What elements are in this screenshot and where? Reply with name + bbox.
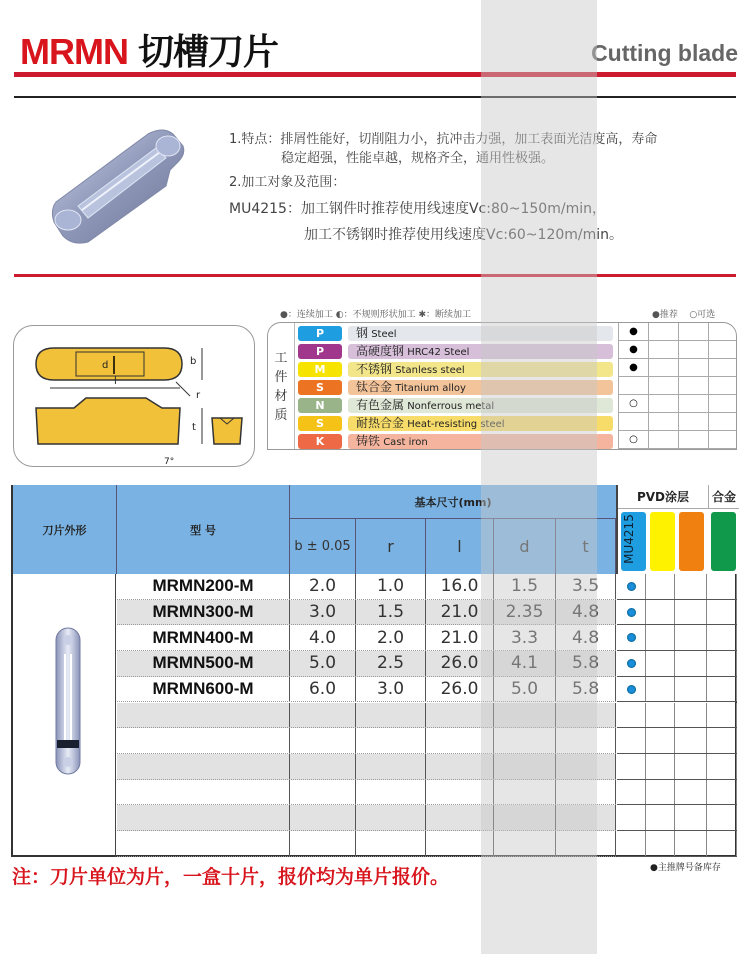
- material-name: [348, 362, 613, 377]
- material-code-badge: N: [298, 398, 342, 413]
- material-suitability-grid: [618, 323, 737, 450]
- cell-model: [117, 831, 290, 856]
- cell-t: [556, 754, 616, 779]
- legend-irregular: ◐：不规则形状加工: [335, 310, 416, 320]
- cell-d: [494, 728, 556, 753]
- grade-row: [617, 600, 737, 626]
- material-name-en: Steel: [371, 328, 397, 340]
- grade-cell: [675, 677, 707, 702]
- grade-cell: [617, 703, 646, 728]
- grade-row: [617, 625, 737, 651]
- suitability-cell: [648, 323, 678, 341]
- cell-r: 2.0: [356, 625, 426, 650]
- grade-cell: [707, 831, 737, 856]
- cell-r: [356, 703, 426, 728]
- cell-b: 6.0: [290, 677, 356, 702]
- header-shape: 刀片外形: [13, 485, 117, 574]
- grade-cell: [617, 805, 646, 830]
- table-row: [117, 728, 616, 754]
- suitability-mark: ○: [618, 431, 648, 449]
- cell-model: [117, 703, 290, 728]
- cell-model: MRMN300-M: [117, 600, 290, 625]
- material-code-badge: K: [298, 434, 342, 449]
- cell-t: [556, 831, 616, 856]
- cell-r: [356, 831, 426, 856]
- grade-cell: [675, 600, 707, 625]
- grade-cell: [646, 574, 675, 599]
- workpiece-material-label: [268, 323, 295, 450]
- material-code-badge: P: [298, 326, 342, 341]
- material-name-cn: 有色金属: [356, 397, 405, 412]
- table-row: [117, 703, 616, 729]
- grade-cell: [675, 574, 707, 599]
- stock-dot-icon: [627, 633, 636, 642]
- material-name-en: Heat-resisting steel: [407, 418, 505, 430]
- cell-t: 3.5: [556, 574, 616, 599]
- cell-model: [117, 780, 290, 805]
- cell-t: 4.8: [556, 625, 616, 650]
- header-red-rule: [14, 72, 736, 77]
- suitability-cell: [648, 359, 678, 377]
- material-row: [298, 415, 613, 431]
- grade-cell: [707, 625, 737, 650]
- material-name-en: Nonferrous metal: [407, 400, 495, 412]
- cell-b: 4.0: [290, 625, 356, 650]
- grade-chip-mu4215: [621, 512, 646, 571]
- grade-cell: [646, 651, 675, 676]
- grade-cell: [707, 805, 737, 830]
- material-name-cn: 耐热合金: [356, 415, 405, 430]
- cell-b: 5.0: [290, 651, 356, 676]
- material-name-cn: 高硬度钢: [356, 343, 405, 358]
- cell-model: MRMN400-M: [117, 625, 290, 650]
- grade-cell: [617, 831, 646, 856]
- table-row: [117, 677, 616, 703]
- label-char: 材: [274, 389, 288, 404]
- grade-chip-green: [711, 512, 736, 571]
- material-row: [298, 325, 613, 341]
- material-row: [298, 361, 613, 377]
- header-dim-3: d: [494, 519, 556, 574]
- material-name: [348, 380, 613, 395]
- grade-cell: [617, 728, 646, 753]
- dim-label-l: l: [114, 376, 117, 387]
- cell-l: 26.0: [426, 677, 494, 702]
- cell-r: [356, 780, 426, 805]
- cell-r: 3.0: [356, 677, 426, 702]
- material-code-badge: P: [298, 344, 342, 359]
- suitability-cell: [708, 431, 737, 449]
- spec-table-header: [13, 485, 616, 574]
- cell-t: 5.8: [556, 651, 616, 676]
- suitability-cell: [678, 413, 708, 431]
- label-char: 质: [274, 408, 288, 423]
- cell-d: [494, 805, 556, 830]
- grade-row: [617, 780, 737, 806]
- grade-cell: [617, 651, 646, 676]
- cell-d: [494, 780, 556, 805]
- table-row: [117, 805, 616, 831]
- material-code-badge: S: [298, 416, 342, 431]
- grade-cell: [646, 703, 675, 728]
- material-name-cn: 钛合金: [356, 379, 393, 394]
- cell-r: 1.0: [356, 574, 426, 599]
- grade-cell: [646, 728, 675, 753]
- grade-cell: [675, 625, 707, 650]
- suitability-cell: [708, 413, 737, 431]
- cell-t: 5.8: [556, 677, 616, 702]
- material-name-cn: 铸铁: [356, 433, 381, 448]
- suitability-mark: ○: [618, 395, 648, 413]
- feature-line-1-cont: 稳定超强，性能卓越，规格齐全，通用性极强。: [281, 151, 555, 166]
- grade-chip-orange: [679, 512, 704, 571]
- cell-b: 2.0: [290, 574, 356, 599]
- material-name: [348, 416, 613, 431]
- grade-header: [616, 485, 737, 574]
- grade-speed-steel: MU4215：加工钢件时推荐使用线速度Vc:80~150m/min，: [229, 201, 606, 217]
- cell-l: [426, 805, 494, 830]
- cell-l: [426, 754, 494, 779]
- label-char: 工: [274, 351, 288, 366]
- header-model: 型 号: [117, 485, 290, 574]
- grade-cell: [675, 754, 707, 779]
- grade-cell: [617, 600, 646, 625]
- cell-d: 5.0: [494, 677, 556, 702]
- grade-cell: [707, 574, 737, 599]
- grade-cell: [646, 831, 675, 856]
- dim-label-d: d: [102, 360, 109, 371]
- cell-model: MRMN600-M: [117, 677, 290, 702]
- table-row: [117, 600, 616, 626]
- cell-t: 4.8: [556, 600, 616, 625]
- pvd-coating-header: PVD涂层: [618, 485, 709, 509]
- grade-row: [617, 677, 737, 703]
- suitability-cell: [708, 395, 737, 413]
- cell-model: MRMN500-M: [117, 651, 290, 676]
- cell-t: [556, 728, 616, 753]
- stock-dot-icon: [627, 582, 636, 591]
- grade-speed-stainless: 加工不锈钢时推荐使用线速度Vc:60~120m/min。: [304, 227, 624, 243]
- header-black-rule: [14, 96, 736, 98]
- grade-label: MU4215: [622, 514, 636, 564]
- suitability-cell: [678, 359, 708, 377]
- insert-product-image: [48, 124, 198, 244]
- table-row: [117, 780, 616, 806]
- suitability-cell: [708, 323, 737, 341]
- feature-line-1: 1.特点：排屑性能好，切削阻力小，抗冲击力强，加工表面光洁度高，寿命: [229, 132, 658, 147]
- grade-cell: [707, 780, 737, 805]
- cell-l: 21.0: [426, 625, 494, 650]
- grade-row: [617, 574, 737, 600]
- material-name-en: Titanium alloy: [395, 382, 466, 394]
- stock-dot-icon: [627, 608, 636, 617]
- material-row: [298, 433, 613, 449]
- cell-l: 21.0: [426, 600, 494, 625]
- material-code-badge: S: [298, 380, 342, 395]
- cell-r: [356, 805, 426, 830]
- dimension-diagram: [13, 325, 255, 467]
- table-row: [117, 754, 616, 780]
- grade-cell: [646, 805, 675, 830]
- process-legend: [280, 307, 471, 320]
- grade-cell: [707, 677, 737, 702]
- page-title: [20, 24, 278, 75]
- stock-dot-icon: [627, 685, 636, 694]
- legend-interrupted: ✱：断续加工: [418, 310, 472, 320]
- grade-row: [617, 754, 737, 780]
- material-name-cn: 钢: [356, 325, 369, 340]
- grade-row: [617, 728, 737, 754]
- grade-cell: [707, 728, 737, 753]
- cell-l: [426, 780, 494, 805]
- cell-model: [117, 754, 290, 779]
- suitability-cell: [678, 395, 708, 413]
- suitability-cell: [678, 341, 708, 359]
- table-row: [117, 651, 616, 677]
- cell-l: [426, 703, 494, 728]
- title-model: MRMN: [20, 31, 128, 72]
- grade-cell: [617, 625, 646, 650]
- suitability-cell: [648, 431, 678, 449]
- grade-row: [617, 703, 737, 729]
- cell-model: [117, 728, 290, 753]
- suitability-cell: [678, 431, 708, 449]
- legend-recommended: ●推荐: [652, 310, 678, 320]
- grade-cell: [675, 780, 707, 805]
- suitability-mark: [618, 413, 648, 431]
- cell-r: 2.5: [356, 651, 426, 676]
- suitability-cell: [648, 395, 678, 413]
- dim-label-b: b: [190, 356, 197, 367]
- dim-label-t: t: [192, 422, 196, 433]
- cell-model: [117, 805, 290, 830]
- alloy-header: 合金: [709, 485, 739, 509]
- header-dim-2: l: [426, 519, 494, 574]
- cell-b: [290, 780, 356, 805]
- header-dim-4: t: [556, 519, 616, 574]
- recommend-legend: [652, 307, 715, 320]
- spec-table: [11, 485, 737, 857]
- grade-row: [617, 651, 737, 677]
- material-row: [298, 343, 613, 359]
- header-dim-0: b ± 0.05: [290, 519, 356, 574]
- title-cn: 切槽刀片: [137, 31, 278, 72]
- grade-cell: [707, 651, 737, 676]
- grade-cell: [617, 780, 646, 805]
- suitability-cell: [708, 341, 737, 359]
- dimension-drawing: [14, 326, 256, 468]
- suitability-mark: ●: [618, 341, 648, 359]
- suitability-cell: [648, 413, 678, 431]
- grade-cell: [675, 651, 707, 676]
- section-red-rule: [14, 274, 736, 277]
- material-name-cn: 不锈钢: [356, 361, 393, 376]
- material-name-en: Stanless steel: [395, 364, 465, 376]
- cell-d: 4.1: [494, 651, 556, 676]
- dim-label-r: r: [196, 390, 201, 401]
- grade-cell: [675, 728, 707, 753]
- cell-l: 26.0: [426, 651, 494, 676]
- legend-optional: ○可选: [689, 310, 716, 320]
- grade-row: [617, 805, 737, 831]
- grade-cell: [646, 754, 675, 779]
- header-dim-1: r: [356, 519, 426, 574]
- grade-chip-yellow: [650, 512, 675, 571]
- insert-top-view-image: [53, 626, 83, 776]
- cell-d: [494, 703, 556, 728]
- cell-d: [494, 754, 556, 779]
- cell-l: 16.0: [426, 574, 494, 599]
- grade-row: [617, 831, 737, 857]
- material-row: [298, 397, 613, 413]
- cell-d: 2.35: [494, 600, 556, 625]
- grade-cell: [617, 677, 646, 702]
- suitability-cell: [708, 359, 737, 377]
- grade-cell: [646, 625, 675, 650]
- grade-cell: [646, 780, 675, 805]
- pricing-note: 注：刀片单位为片，一盒十片，报价均为单片报价。: [12, 866, 450, 888]
- cell-l: [426, 831, 494, 856]
- suitability-cell: [678, 377, 708, 395]
- cell-r: [356, 728, 426, 753]
- grade-cell: [675, 805, 707, 830]
- material-name-en: Cast iron: [383, 436, 428, 448]
- material-name: [348, 344, 613, 359]
- legend-continuous: ●：连续加工: [280, 310, 333, 320]
- suitability-mark: [618, 377, 648, 395]
- table-row: [117, 574, 616, 600]
- cell-t: [556, 780, 616, 805]
- cell-d: 1.5: [494, 574, 556, 599]
- suitability-cell: [648, 341, 678, 359]
- stock-note: ●主推牌号备库存: [650, 863, 721, 873]
- material-name: [348, 398, 613, 413]
- grade-cell: [646, 677, 675, 702]
- cell-b: [290, 805, 356, 830]
- cell-b: [290, 754, 356, 779]
- suitability-mark: ●: [618, 323, 648, 341]
- grade-cell: [617, 754, 646, 779]
- material-name: [348, 326, 613, 341]
- cell-l: [426, 728, 494, 753]
- feature-line-2: 2.加工对象及范围：: [229, 175, 346, 190]
- cell-d: [494, 831, 556, 856]
- cell-model: MRMN200-M: [117, 574, 290, 599]
- insert-shape-cell: [13, 574, 116, 857]
- table-row: [117, 625, 616, 651]
- grade-cell: [707, 703, 737, 728]
- suitability-cell: [678, 323, 708, 341]
- header-dimensions: 基本尺寸(mm): [290, 485, 616, 519]
- suitability-mark: ●: [618, 359, 648, 377]
- grade-cell: [707, 754, 737, 779]
- suitability-cell: [708, 377, 737, 395]
- dim-label-angle: 7°: [164, 457, 175, 467]
- cell-b: [290, 728, 356, 753]
- cell-b: [290, 831, 356, 856]
- material-code-badge: M: [298, 362, 342, 377]
- grade-cell: [675, 703, 707, 728]
- cell-b: 3.0: [290, 600, 356, 625]
- cell-t: [556, 703, 616, 728]
- stock-dot-icon: [627, 659, 636, 668]
- feature-text: [229, 130, 739, 245]
- grade-cell: [617, 574, 646, 599]
- cell-d: 3.3: [494, 625, 556, 650]
- material-row: [298, 379, 613, 395]
- cell-t: [556, 805, 616, 830]
- page-subtitle: Cutting blade: [591, 40, 738, 66]
- cell-r: 1.5: [356, 600, 426, 625]
- material-name: [348, 434, 613, 449]
- cell-r: [356, 754, 426, 779]
- workpiece-material-table: [267, 322, 737, 450]
- grade-cell: [707, 600, 737, 625]
- material-name-en: HRC42 Steel: [407, 346, 470, 358]
- table-row: [117, 831, 616, 857]
- cell-b: [290, 703, 356, 728]
- suitability-cell: [648, 377, 678, 395]
- grade-cell: [646, 600, 675, 625]
- label-char: 件: [274, 370, 288, 385]
- grade-cell: [675, 831, 707, 856]
